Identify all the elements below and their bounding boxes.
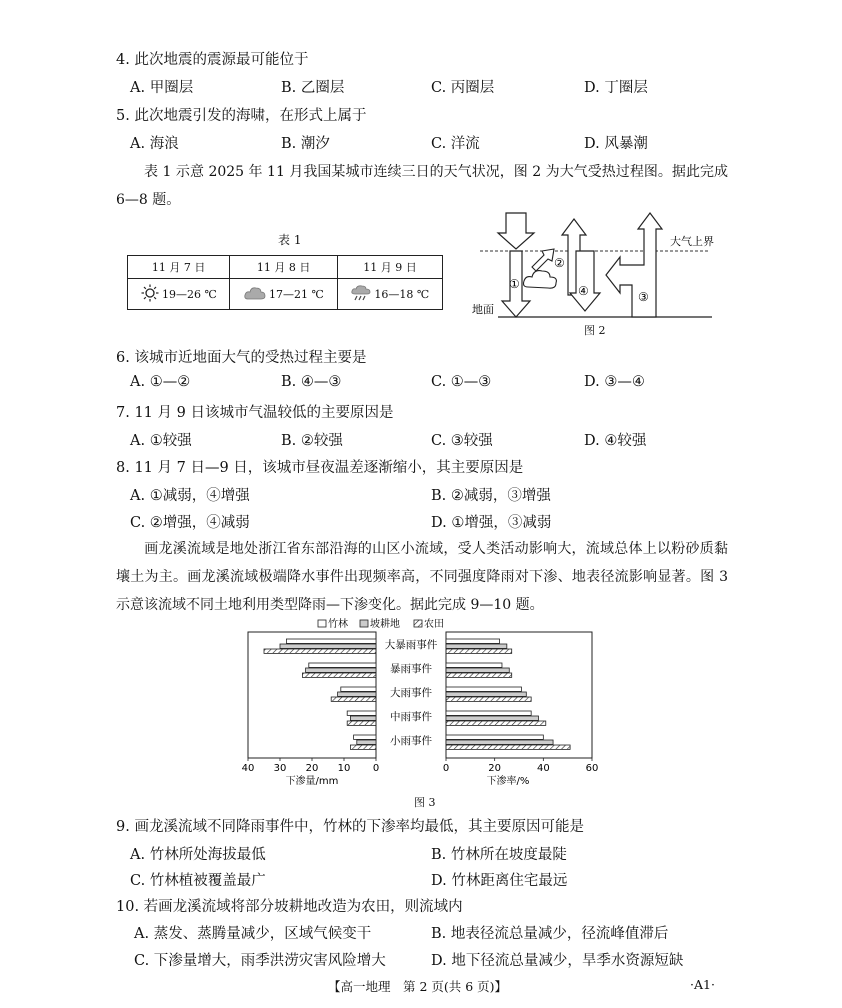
tick-label: 40 bbox=[536, 763, 550, 774]
ground-label: 地面 bbox=[472, 303, 494, 316]
page-footer: 【高一地理 第 2 页(共 6 页)】 bbox=[328, 979, 508, 994]
bar-infiltration-amount-bamboo bbox=[309, 663, 376, 667]
legend-label-bamboo: 竹林 bbox=[328, 619, 348, 630]
bar-infiltration-rate-farmland bbox=[446, 649, 512, 653]
tick-label: 20 bbox=[305, 763, 319, 774]
bar-infiltration-rate-slope-farmland bbox=[446, 644, 507, 648]
table-date-2: 11 月 8 日 bbox=[230, 256, 338, 279]
legend-label-farmland: 农田 bbox=[424, 619, 444, 630]
q9-option-a: A. 竹林所处海拔最低 bbox=[130, 847, 266, 863]
reflection-arrow bbox=[532, 249, 554, 271]
intro-1-text: 表 1 示意 2025 年 11 月我国某城市连续三日的天气状况，图 2 为大气受热过程图。据此完成 6—8 题。 bbox=[116, 164, 728, 208]
q6-option-d: D. ③—④ bbox=[584, 374, 645, 390]
q10-option-a: A. 蒸发、蒸腾量减少，区域气候变干 bbox=[134, 926, 372, 942]
category-label: 暴雨事件 bbox=[390, 663, 432, 675]
q5-option-b: B. 潮汐 bbox=[281, 136, 330, 152]
bar-infiltration-rate-slope-farmland bbox=[446, 716, 538, 720]
cloudy-icon bbox=[244, 285, 266, 304]
bar-infiltration-rate-bamboo bbox=[446, 663, 502, 667]
bar-infiltration-amount-bamboo bbox=[354, 735, 376, 739]
q10-option-c: C. 下渗量增大，雨季洪涝灾害风险增大 bbox=[134, 953, 386, 969]
left-x-axis-label: 下渗量/mm bbox=[285, 776, 339, 787]
q4-option-a: A. 甲圈层 bbox=[130, 80, 194, 96]
category-label: 大雨事件 bbox=[390, 687, 432, 699]
q9-option-d: D. 竹林距离住宅最远 bbox=[431, 873, 568, 889]
table-1-caption: 表 1 bbox=[278, 233, 302, 247]
tick-label: 0 bbox=[372, 763, 380, 774]
bar-infiltration-rate-slope-farmland bbox=[446, 740, 553, 744]
figure-2-caption: 图 2 bbox=[584, 324, 606, 337]
label-arrow-1: ① bbox=[509, 277, 520, 291]
bar-infiltration-amount-slope-farmland bbox=[338, 692, 376, 696]
table-temp-2: 17—21 ℃ bbox=[269, 287, 324, 301]
question-4-stem: 4. 此次地震的震源最可能位于 bbox=[116, 52, 309, 68]
figure-3-caption: 图 3 bbox=[414, 796, 436, 809]
right-x-axis-label: 下渗率/% bbox=[486, 776, 530, 787]
label-arrow-4: ④ bbox=[578, 284, 589, 298]
tick-label: 0 bbox=[442, 763, 450, 774]
category-label: 小雨事件 bbox=[390, 735, 432, 747]
q8-option-b: B. ②减弱，③增强 bbox=[431, 488, 551, 504]
arrow-3 bbox=[606, 213, 662, 317]
tick-label: 40 bbox=[241, 763, 255, 774]
q5-option-d: D. 风暴潮 bbox=[584, 136, 648, 152]
atmosphere-heating-diagram bbox=[470, 205, 720, 340]
bar-infiltration-amount-farmland bbox=[331, 697, 376, 701]
table-weather-3 bbox=[337, 279, 442, 310]
solar-radiation-top-arrow bbox=[498, 213, 534, 249]
q5-option-c: C. 洋流 bbox=[431, 136, 480, 152]
bar-infiltration-rate-farmland bbox=[446, 697, 531, 701]
chart-legend bbox=[318, 617, 444, 630]
tick-label: 10 bbox=[337, 763, 351, 774]
category-label: 中雨事件 bbox=[390, 711, 432, 723]
q7-option-a: A. ①较强 bbox=[130, 433, 192, 449]
label-arrow-3: ③ bbox=[638, 290, 649, 304]
table-weather-2 bbox=[230, 279, 338, 310]
bar-infiltration-rate-farmland bbox=[446, 721, 546, 725]
infiltration-chart bbox=[238, 614, 608, 792]
bar-infiltration-rate-farmland bbox=[446, 745, 570, 749]
tick-label: 30 bbox=[273, 763, 287, 774]
q6-option-c: C. ①—③ bbox=[431, 374, 492, 390]
q9-option-c: C. 竹林植被覆盖最广 bbox=[130, 873, 266, 889]
table-weather-1 bbox=[128, 279, 230, 310]
intro-2-text: 画龙溪流域是地处浙江省东部沿海的山区小流域，受人类活动影响大，流域总体上以粉砂质黏壤土为主。画龙溪流域极端降水事件出现频率高，不同强度降雨对下渗、地表径流影响显著。图 3 示意该流域不同土地利用类型降雨—下渗变化。据此完成 9—10 题。 bbox=[116, 541, 728, 613]
q7-option-b: B. ②较强 bbox=[281, 433, 343, 449]
bar-infiltration-amount-bamboo bbox=[341, 687, 376, 691]
paper-code: ·A1· bbox=[690, 977, 715, 992]
bar-infiltration-rate-bamboo bbox=[446, 687, 521, 691]
bar-infiltration-amount-bamboo bbox=[286, 639, 376, 643]
legend-swatch-slope-farmland bbox=[360, 620, 368, 627]
category-label: 大暴雨事件 bbox=[384, 639, 438, 651]
legend-label-slope-farmland: 坡耕地 bbox=[370, 619, 400, 630]
table-date-1: 11 月 7 日 bbox=[128, 256, 230, 279]
weather-table bbox=[127, 255, 443, 310]
bar-infiltration-amount-bamboo bbox=[347, 711, 376, 715]
bar-infiltration-amount-farmland bbox=[264, 649, 376, 653]
tick-label: 60 bbox=[585, 763, 599, 774]
bar-infiltration-rate-bamboo bbox=[446, 735, 543, 739]
bar-infiltration-amount-farmland bbox=[302, 673, 376, 677]
q9-option-b: B. 竹林所在坡度最陡 bbox=[431, 847, 567, 863]
question-8-stem: 8. 11 月 7 日—9 日，该城市昼夜温差逐渐缩小，其主要原因是 bbox=[116, 460, 524, 476]
question-5-stem: 5. 此次地震引发的海啸，在形式上属于 bbox=[116, 108, 367, 124]
bar-infiltration-rate-slope-farmland bbox=[446, 668, 509, 672]
rain-icon bbox=[351, 284, 371, 305]
bar-infiltration-amount-farmland bbox=[347, 721, 376, 725]
q6-option-b: B. ④—③ bbox=[281, 374, 342, 390]
bar-infiltration-amount-slope-farmland bbox=[306, 668, 376, 672]
q8-option-c: C. ②增强，④减弱 bbox=[130, 515, 250, 531]
question-9-stem: 9. 画龙溪流域不同降雨事件中，竹林的下渗率均最低，其主要原因可能是 bbox=[116, 819, 584, 835]
bar-infiltration-rate-slope-farmland bbox=[446, 692, 526, 696]
label-arrow-2: ② bbox=[554, 256, 565, 270]
question-10-stem: 10. 若画龙溪流域将部分坡耕地改造为农田，则流域内 bbox=[116, 899, 463, 915]
bar-infiltration-amount-slope-farmland bbox=[350, 716, 376, 720]
question-7-stem: 7. 11 月 9 日该城市气温较低的主要原因是 bbox=[116, 405, 394, 421]
bar-infiltration-amount-slope-farmland bbox=[280, 644, 376, 648]
legend-swatch-bamboo bbox=[318, 620, 326, 627]
cloud-icon bbox=[524, 271, 557, 289]
bar-infiltration-amount-farmland bbox=[350, 745, 376, 749]
question-6-stem: 6. 该城市近地面大气的受热过程主要是 bbox=[116, 350, 367, 366]
legend-swatch-farmland bbox=[414, 620, 422, 627]
tick-label: 20 bbox=[488, 763, 502, 774]
intro-paragraph-9-10 bbox=[116, 535, 728, 619]
table-date-3: 11 月 9 日 bbox=[337, 256, 442, 279]
q8-option-d: D. ①增强，③减弱 bbox=[431, 515, 552, 531]
q4-option-b: B. 乙圈层 bbox=[281, 80, 345, 96]
q7-option-c: C. ③较强 bbox=[431, 433, 493, 449]
sunny-icon bbox=[141, 284, 159, 305]
top-of-atmosphere-label: 大气上界 bbox=[670, 235, 714, 248]
q4-option-c: C. 丙圈层 bbox=[431, 80, 495, 96]
q8-option-a: A. ①减弱，④增强 bbox=[130, 488, 250, 504]
bar-infiltration-rate-bamboo bbox=[446, 639, 500, 643]
q6-option-a: A. ①—② bbox=[130, 374, 191, 390]
bar-infiltration-rate-bamboo bbox=[446, 711, 531, 715]
bar-infiltration-amount-slope-farmland bbox=[357, 740, 376, 744]
q10-option-b: B. 地表径流总量减少，径流峰值滞后 bbox=[431, 926, 669, 942]
q4-option-d: D. 丁圈层 bbox=[584, 80, 648, 96]
q5-option-a: A. 海浪 bbox=[130, 136, 179, 152]
table-temp-1: 19—26 ℃ bbox=[162, 287, 217, 301]
table-temp-3: 16—18 ℃ bbox=[374, 287, 430, 301]
bar-infiltration-rate-farmland bbox=[446, 673, 512, 677]
q10-option-d: D. 地下径流总量减少，旱季水资源短缺 bbox=[431, 953, 684, 969]
q7-option-d: D. ④较强 bbox=[584, 433, 647, 449]
